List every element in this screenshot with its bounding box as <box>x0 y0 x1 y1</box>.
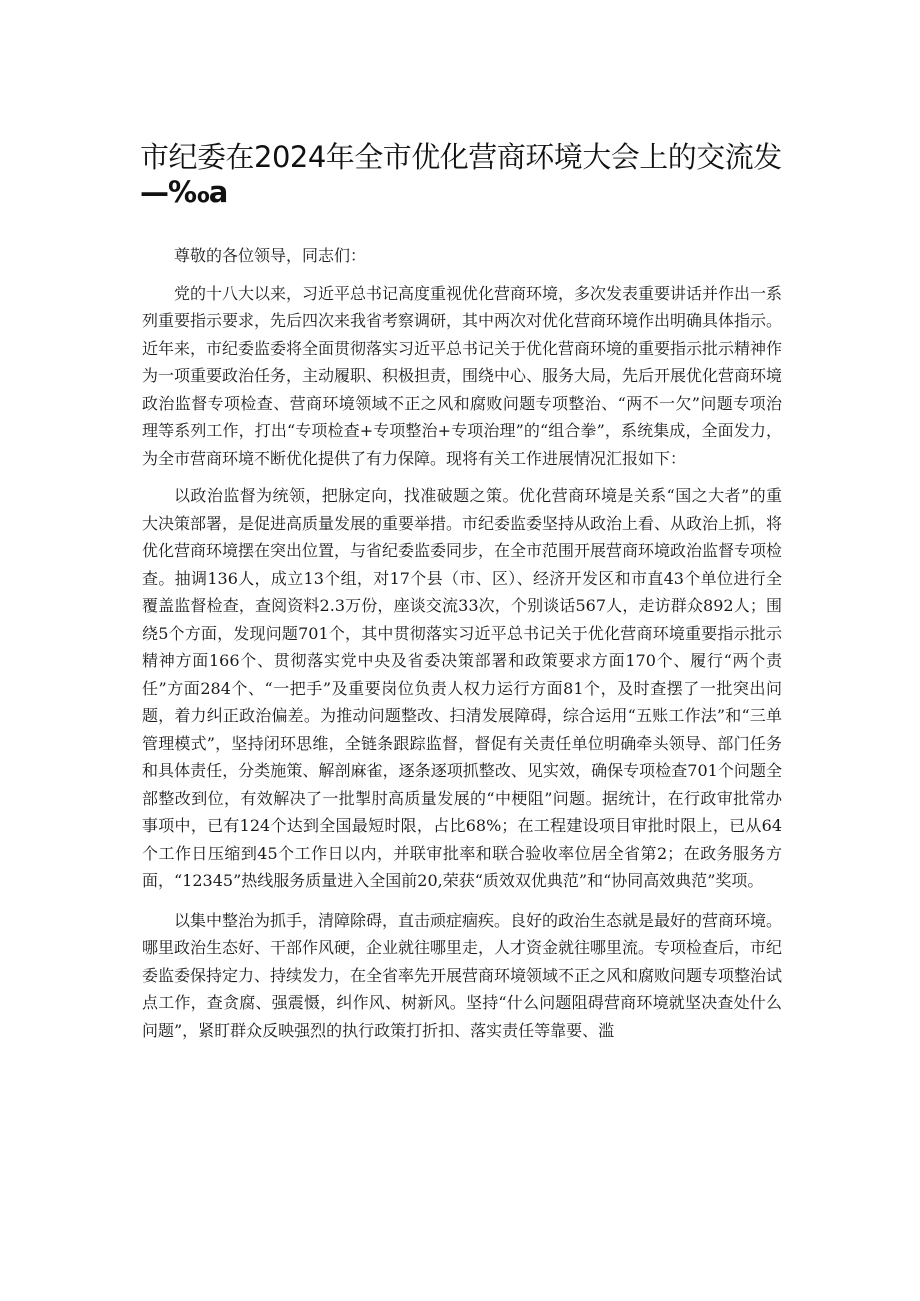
document-body <box>142 242 782 1054</box>
paragraph-intro: 党的十八大以来，习近平总书记高度重视优化营商环境，多次发表重要讲话并作出一系列重要指示要求，先后四次来我省考察调研，其中两次对优化营商环境作出明确具体指示。近年来，市纪委监委将全面贯彻落实习近平总书记关于优化营商环境的重要指示批示精神作为一项重要政治任务，主动履职、积极担责，围绕中心、服务大局，先后开展优化营商环境政治监督专项检查、营商环境领域不正之风和腐败问题专项整治、“两不一欠”问题专项治理等系列工作，打出“专项检查+专项整治+专项治理”的“组合拳”，系统集成，全面发力，为全市营商环境不断优化提供了有力保障。现将有关工作进展情况汇报如下： <box>142 283 783 468</box>
title-line-2: —‰a <box>140 175 228 209</box>
title-line-1: 市纪委在2024年全市优化营商环境大会上的交流发 <box>140 140 782 174</box>
paragraph-concentrated-rectification: 以集中整治为抓手，清障除碍，直击顽症痼疾。良好的政治生态就是最好的营商环境。哪里政治生态好、干部作风硬，企业就往哪里走，人才资金就往哪里流。专项检查后，市纪委监委保持定力、持续发力，在全省率先开展营商环境领域不正之风和腐败问题专项整治试点工作，查贪腐、强震慑，纠作风、树新风。坚持“什么问题阻碍营商环境就坚决查处什么问题”，紧盯群众反映强烈的执行政策打折扣、落实责任等靠要、滥 <box>142 910 783 1040</box>
paragraph-political-supervision: 以政治监督为统领，把脉定向，找准破题之策。优化营商环境是关系“国之大者”的重大决策部署，是促进高质量发展的重要举措。市纪委监委坚持从政治上看、从政治上抓，将优化营商环境摆在突出位置，与省纪委监委同步，在全市范围开展营商环境政治监督专项检查。抽调136人，成立13个组，对17个县（市、区）、经济开发区和市直43个单位进行全覆盖监督检查，查阅资料2.3万份，座谈交流33次，个别谈话567人，走访群众892人；围绕5个方面，发现问题701个，其中贯彻落实习近平总书记关于优化营商环境重要指示批示精神方面166个、贯彻落实党中央及省委决策部署和政策要求方面170个、履行“两个责任”方面284个、“一把手”及重要岗位负责人权力运行方面81个，及时查摆了一批突出问题，着力纠正政治偏差。为推动问题整改、扫清发展障碍，综合运用“五账工作法”和“三单管理模式”，坚持闭环思维，全链条跟踪监督，督促有关责任单位明确牵头领导、部门任务和具体责任，分类施策、解剖麻雀，逐条逐项抓整改、见实效，确保专项检查701个问题全部整改到位，有效解决了一批掣肘高质量发展的“中梗阻”问题。据统计，在行政审批常办事项中，已有124个达到全国最短时限，占比68%；在工程建设项目审批时限上，已从64个工作日压缩到45个工作日以内，并联审批率和联合验收率位居全省第2；在政务服务方面，“12345”热线服务质量进入全国前20,荣获“质效双优典范”和“协同高效典范”奖项。 <box>142 486 783 890</box>
document-title <box>140 140 800 210</box>
salutation: 尊敬的各位领导，同志们： <box>174 246 367 265</box>
